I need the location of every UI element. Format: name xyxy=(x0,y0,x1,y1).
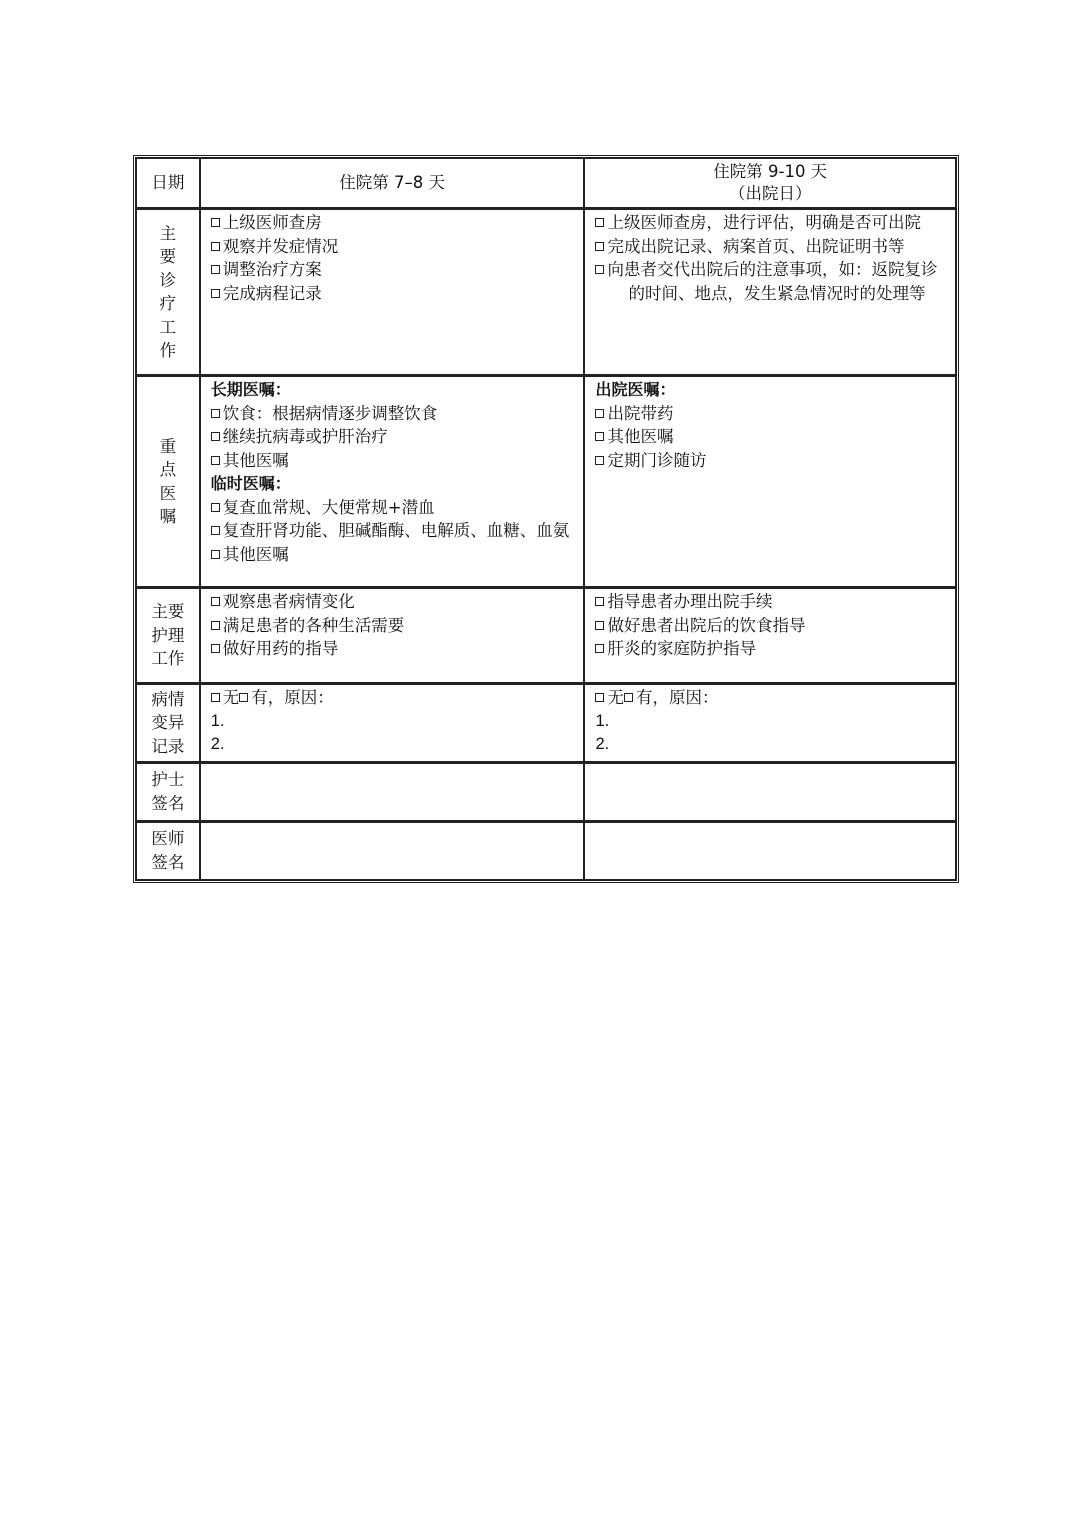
doctor-signature-row xyxy=(136,821,956,880)
checkbox-icon[interactable] xyxy=(595,621,604,630)
checkbox-icon[interactable] xyxy=(211,644,220,653)
orders-label-cell xyxy=(136,375,200,587)
variance-row xyxy=(136,683,956,762)
checkbox-icon[interactable] xyxy=(211,409,220,418)
list-item: 向患者交代出院后的注意事项，如：返院复诊的时间、地点，发生紧急情况时的处理等 xyxy=(595,258,947,305)
checkbox-icon[interactable] xyxy=(211,621,220,630)
checkbox-icon[interactable] xyxy=(211,693,220,702)
clinical-pathway-table xyxy=(135,157,957,881)
day-9-10-header xyxy=(584,158,956,208)
nurse-signature-label-cell xyxy=(136,762,200,821)
checkbox-icon[interactable] xyxy=(595,409,604,418)
checkbox-icon[interactable] xyxy=(211,289,220,298)
orders-label: 重点医嘱 xyxy=(159,436,177,526)
checkbox-icon[interactable] xyxy=(595,456,604,465)
list-item: 出院带药 xyxy=(595,402,947,426)
doctor-signature-label: 医师签名 xyxy=(151,829,185,872)
variance-label-cell xyxy=(136,683,200,762)
diagnosis-label-cell xyxy=(136,208,200,375)
list-item: 其他医嘱 xyxy=(595,425,947,449)
checkbox-icon[interactable] xyxy=(595,644,604,653)
list-item: 其他医嘱 xyxy=(211,543,576,567)
discharge-day-label: （出院日） xyxy=(728,184,812,203)
checkbox-icon[interactable] xyxy=(211,218,220,227)
checkbox-icon[interactable] xyxy=(211,597,220,606)
variance-item-2[interactable]: 2. xyxy=(595,735,610,753)
list-item: 其他医嘱 xyxy=(211,449,576,473)
diagnosis-day-7-8 xyxy=(200,208,585,375)
list-item: 上级医师查房 xyxy=(211,211,576,235)
variance-item-1[interactable]: 1. xyxy=(595,711,610,730)
orders-row xyxy=(136,375,956,587)
date-label: 日期 xyxy=(151,173,185,193)
day-9-10-label: 住院第 9-10 天 xyxy=(713,162,828,181)
orders-day-7-8 xyxy=(200,375,585,587)
checkbox-icon[interactable] xyxy=(211,550,220,559)
nurse-signature-label: 护士签名 xyxy=(151,770,185,813)
doctor-signature-day-9-10[interactable] xyxy=(584,821,956,880)
nurse-signature-row xyxy=(136,762,956,821)
date-header-cell xyxy=(136,158,200,208)
nurse-signature-day-7-8[interactable] xyxy=(200,762,585,821)
list-item: 观察并发症情况 xyxy=(211,235,576,259)
checkbox-icon[interactable] xyxy=(624,693,633,702)
discharge-orders-heading: 出院医嘱： xyxy=(595,380,676,399)
checkbox-icon[interactable] xyxy=(595,432,604,441)
variance-choice: 无 有，原因： xyxy=(595,686,947,710)
checkbox-icon[interactable] xyxy=(211,526,220,535)
nursing-row xyxy=(136,587,956,683)
checkbox-icon[interactable] xyxy=(595,218,604,227)
doctor-signature-day-7-8[interactable] xyxy=(200,821,585,880)
nursing-day-9-10 xyxy=(584,587,956,683)
list-item: 满足患者的各种生活需要 xyxy=(211,614,576,638)
checkbox-icon[interactable] xyxy=(211,456,220,465)
list-item: 复查血常规、大便常规+潜血 xyxy=(211,496,576,520)
list-item: 观察患者病情变化 xyxy=(211,590,576,614)
checkbox-icon[interactable] xyxy=(211,265,220,274)
day-7-8-header xyxy=(200,158,585,208)
list-item: 完成病程记录 xyxy=(211,282,576,306)
nurse-signature-day-9-10[interactable] xyxy=(584,762,956,821)
diagnosis-day-9-10 xyxy=(584,208,956,375)
list-item: 指导患者办理出院手续 xyxy=(595,590,947,614)
temporary-orders-heading: 临时医嘱： xyxy=(210,474,291,493)
variance-item-2[interactable]: 2. xyxy=(210,735,225,753)
list-item: 饮食：根据病情逐步调整饮食 xyxy=(211,402,576,426)
diagnosis-row xyxy=(136,208,956,375)
long-term-orders-heading: 长期医嘱： xyxy=(210,380,291,399)
orders-day-9-10 xyxy=(584,375,956,587)
list-item: 定期门诊随访 xyxy=(595,449,947,473)
checkbox-icon[interactable] xyxy=(211,242,220,251)
day-7-8-label: 住院第 7–8 天 xyxy=(339,173,445,193)
list-item: 做好用药的指导 xyxy=(211,637,576,661)
variance-day-9-10 xyxy=(584,683,956,762)
nursing-day-7-8 xyxy=(200,587,585,683)
nursing-label: 主要护理工作 xyxy=(151,602,185,669)
list-item: 做好患者出院后的饮食指导 xyxy=(595,614,947,638)
list-item: 肝炎的家庭防护指导 xyxy=(595,637,947,661)
checkbox-icon[interactable] xyxy=(211,432,220,441)
checkbox-icon[interactable] xyxy=(595,265,604,274)
checkbox-icon[interactable] xyxy=(239,693,248,702)
variance-choice: 无 有，原因： xyxy=(211,686,576,710)
diagnosis-label: 主要诊疗工作 xyxy=(159,223,177,360)
nursing-label-cell xyxy=(136,587,200,683)
variance-item-1[interactable]: 1. xyxy=(210,711,225,730)
list-item: 继续抗病毒或护肝治疗 xyxy=(211,425,576,449)
list-item: 上级医师查房，进行评估，明确是否可出院 xyxy=(595,211,947,235)
list-item: 调整治疗方案 xyxy=(211,258,576,282)
checkbox-icon[interactable] xyxy=(595,597,604,606)
list-item: 完成出院记录、病案首页、出院证明书等 xyxy=(595,235,947,259)
variance-label: 病情变异记录 xyxy=(151,689,185,756)
header-row xyxy=(136,158,956,208)
checkbox-icon[interactable] xyxy=(595,693,604,702)
list-item: 复查肝肾功能、胆碱酯酶、电解质、血糖、血氨 xyxy=(211,519,576,543)
doctor-signature-label-cell xyxy=(136,821,200,880)
checkbox-icon[interactable] xyxy=(595,242,604,251)
variance-day-7-8 xyxy=(200,683,585,762)
checkbox-icon[interactable] xyxy=(211,503,220,512)
